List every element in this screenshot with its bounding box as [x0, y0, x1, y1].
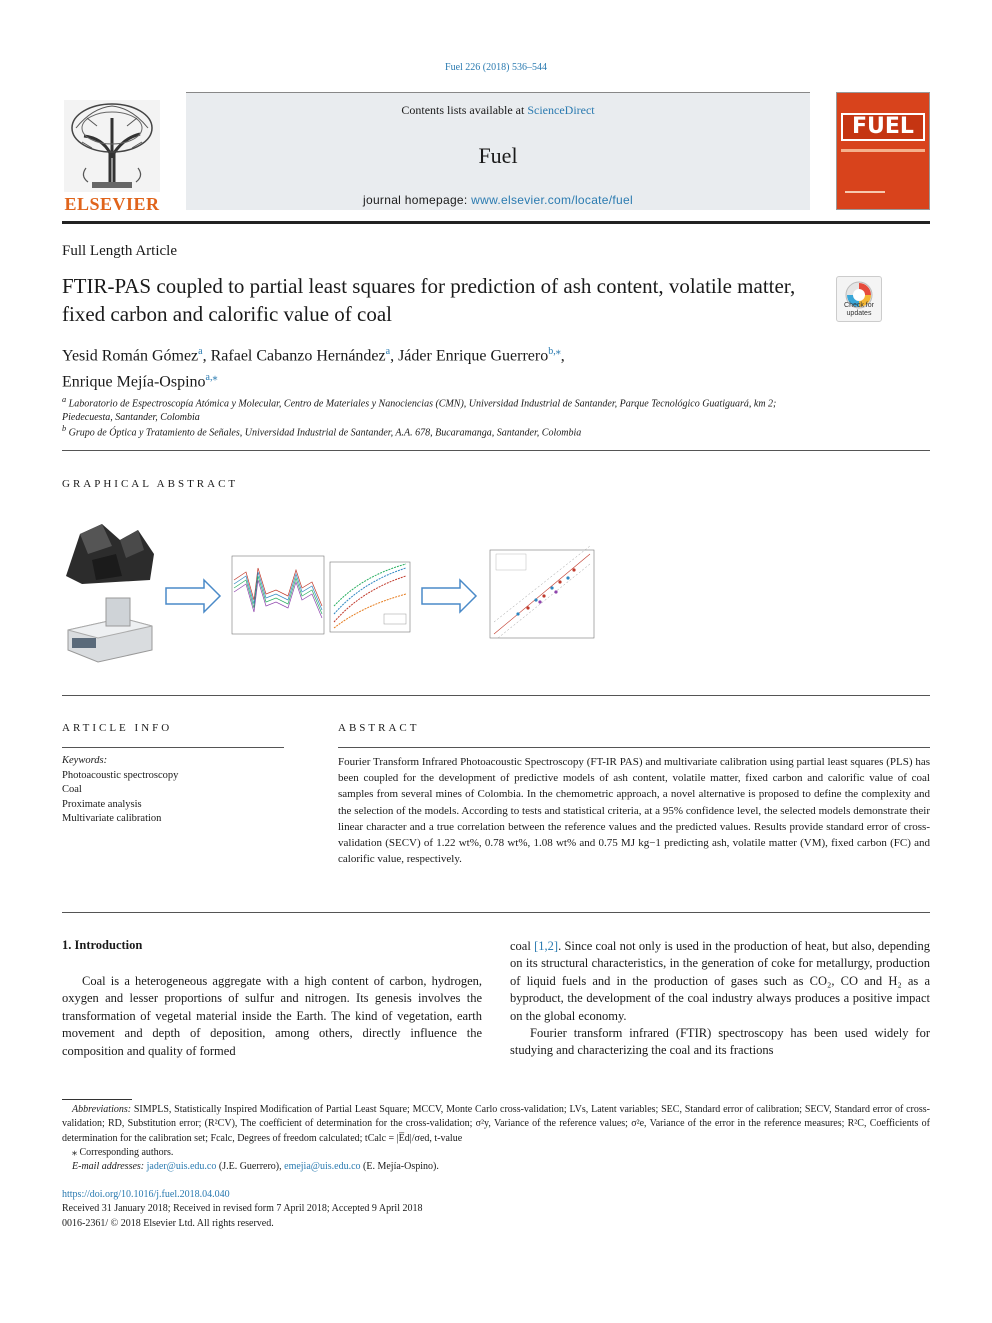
- author-affiliation-mark[interactable]: a,⁎: [205, 372, 218, 384]
- check-for-updates-label: Check for updates: [844, 302, 874, 317]
- intro-text: coal: [510, 939, 535, 953]
- abstract-rule: [338, 747, 930, 748]
- author-separator: ,: [390, 347, 399, 365]
- publication-info: [62, 1188, 562, 1231]
- article-type: Full Length Article: [62, 243, 177, 259]
- journal-citation[interactable]: Fuel 226 (2018) 536–544: [445, 62, 547, 73]
- author-affiliation-mark[interactable]: a: [198, 346, 203, 357]
- email-link[interactable]: emejia@uis.edu.co: [284, 1161, 361, 1173]
- process-arrow-icon: [166, 580, 220, 612]
- author-affiliation-mark[interactable]: a: [385, 346, 391, 357]
- affiliation: [62, 422, 822, 440]
- ftir-spectra-plot: [232, 556, 324, 634]
- ftir-spectrometer-photo: [62, 594, 156, 664]
- affiliation: [62, 393, 822, 425]
- author-name[interactable]: Enrique Mejía-Ospino: [62, 373, 206, 391]
- keywords-list: [62, 769, 178, 826]
- copyright-line: 0016-2361/ © 2018 Elsevier Ltd. All rights reserved.: [62, 1217, 274, 1229]
- journal-cover-thumbnail[interactable]: [836, 92, 930, 210]
- journal-masthead: [62, 92, 930, 220]
- abstract-body: Fourier Transform Infrared Photoacoustic Spectroscopy (FT-IR PAS) and multivariate calibration using partial least squares (PLS) has been coupled for the development of predictive models of ash content, volatile matter, fixed carbon and calorific value of coal samples from several mines of Colombia. In the chemometric approach, a novel alternative is proposed to define the complexity and the selection of the models. According to tests and statistical criteria, at a 95% confidence level, the selected models demonstrate their linear character and a true correlation between the reference values and the predicted values. Results provide standard error of cross-validation (SECV) of 1.22 wt%, 0.78 wt%, 1.08 wt% and 0.75 MJ kg−1 predicting ash, volatile matter (VM), fixed carbon (FC) and calorific value, respectively.: [338, 756, 930, 866]
- received-dates: Received 31 January 2018; Received in revised form 7 April 2018; Accepted 9 April 2018: [62, 1203, 423, 1215]
- author-list: [62, 341, 822, 394]
- author-separator: ,: [202, 347, 211, 365]
- homepage-prefix: journal homepage:: [363, 193, 472, 207]
- journal-header-box: [186, 92, 810, 210]
- cover-strip: [845, 191, 885, 193]
- graphical-abstract-figure[interactable]: [62, 510, 602, 670]
- coal-sample-photo: [62, 516, 156, 586]
- homepage-line: [186, 193, 810, 207]
- keywords-heading: Keywords:: [62, 755, 108, 766]
- intro-paragraph: Coal is a heterogeneous aggregate with a high content of carbon, hydrogen, oxygen and lesser proportions of sulfur and nitrogen. Its genesis involves the transformation of vegetal material inside the Earth. The kind of vegetation, earth movement and depth of deposition, among others, directly influence the composition and quality of formed: [62, 974, 482, 1058]
- journal-homepage-link[interactable]: www.elsevier.com/locate/fuel: [471, 193, 633, 207]
- affiliation-text: Laboratorio de Espectroscopía Atómica y Molecular, Centro de Materiales y Nanociencias (CMN), Universidad Industrial de Santander, Parque Tecnológico Guatiguará, km 2; Piedecuesta, Santander, Colombia: [62, 398, 777, 424]
- check-for-updates-button[interactable]: [836, 276, 882, 322]
- email-link[interactable]: jader@uis.edu.co: [146, 1161, 217, 1173]
- reference-link[interactable]: [1,2]: [534, 939, 559, 953]
- section-divider: [62, 695, 930, 696]
- sciencedirect-link[interactable]: ScienceDirect: [527, 103, 595, 117]
- contents-line: [186, 103, 810, 118]
- section-divider: [62, 450, 930, 451]
- intro-left-column: [62, 973, 482, 1060]
- intro-paragraph: Fourier transform infrared (FTIR) spectroscopy has been used widely for studying and characterizing the coal and its fractions: [510, 1026, 930, 1058]
- affiliation-mark: a: [62, 395, 67, 404]
- email-footnote: [62, 1160, 930, 1174]
- keyword: Coal: [62, 784, 82, 796]
- affiliation-text: Grupo de Óptica y Tratamiento de Señales, Universidad Industrial de Santander, A.A. 678, Bucaramanga, Santander, Colombia: [66, 427, 582, 439]
- footnote-rule: [62, 1099, 132, 1100]
- abbreviations-text: SIMPLS, Statistically Inspired Modification of Partial Least Square; MCCV, Monte Carlo cross-validation; LVs, Latent variables; SEC, Standard error of calibration; SECV, Standard error of cross-validation; RD, Substitution error; (R²CV), The coefficient of determination for the cross-validation; σ²y, Variance of the reference values; σ²e, Variance of the error in the reference measures; R²C, Coefficients of determination for the calibration set; Fcalc, Degrees of freedom calculated; tCalc = |E̅d|/σed, t-value: [62, 1104, 930, 1144]
- author-name[interactable]: Rafael Cabanzo Hernández: [210, 347, 386, 365]
- keyword: Photoacoustic spectroscopy: [62, 770, 179, 781]
- pls-curves-plot: [330, 562, 410, 632]
- process-arrow-icon: [422, 580, 476, 612]
- article-title: FTIR-PAS coupled to partial least squares for prediction of ash content, volatile matter, fixed carbon and calorific value of coal: [62, 274, 796, 326]
- cover-title: FUEL: [841, 113, 925, 141]
- email-owner: (E. Mejía-Ospino).: [360, 1161, 439, 1173]
- contents-prefix: Contents lists available at: [401, 103, 528, 117]
- intro-text: . Since coal not only is used in the production of heat, but also, depending on its structural characteristics, in the generation of coke for metallurgy, production of liquid fuels and in the production of gases such as CO₂, CO and H₂ as a byproduct, the development of the coal industry always produces a positive impact on the global economy.: [510, 939, 930, 1023]
- abbreviations-footnote: [62, 1103, 930, 1146]
- prediction-scatter-plot: [490, 546, 594, 638]
- graphical-abstract-heading: GRAPHICAL ABSTRACT: [62, 478, 239, 490]
- affiliation-mark: b: [62, 424, 67, 433]
- author-separator: ,: [560, 347, 565, 365]
- keyword: Multivariate calibration: [62, 812, 162, 824]
- intro-right-column: [510, 938, 930, 1060]
- keyword: Proximate analysis: [62, 798, 142, 810]
- email-owner: (J.E. Guerrero),: [216, 1161, 285, 1173]
- journal-name: Fuel: [478, 143, 518, 168]
- doi-link[interactable]: https://doi.org/10.1016/j.fuel.2018.04.040: [62, 1189, 230, 1200]
- abstract-heading: ABSTRACT: [338, 722, 420, 734]
- elsevier-wordmark: ELSEVIER: [64, 194, 160, 214]
- email-label: E-mail addresses:: [72, 1161, 145, 1173]
- introduction-heading: 1. Introduction: [62, 938, 143, 952]
- abbreviations-label: Abbreviations:: [72, 1104, 132, 1115]
- intro-paragraph: [510, 938, 930, 1025]
- author-name[interactable]: Jáder Enrique Guerrero: [398, 347, 549, 365]
- corresponding-author-note: ⁎ Corresponding authors.: [72, 1146, 174, 1158]
- footnotes: [62, 1103, 930, 1174]
- author-name[interactable]: Yesid Román Gómez: [62, 347, 199, 365]
- article-info-rule: [62, 747, 284, 748]
- cover-strip: [841, 149, 925, 152]
- masthead-rule: [62, 221, 930, 224]
- author-affiliation-mark[interactable]: b,⁎: [548, 346, 561, 357]
- article-info-heading: ARTICLE INFO: [62, 722, 173, 734]
- section-divider: [62, 912, 930, 913]
